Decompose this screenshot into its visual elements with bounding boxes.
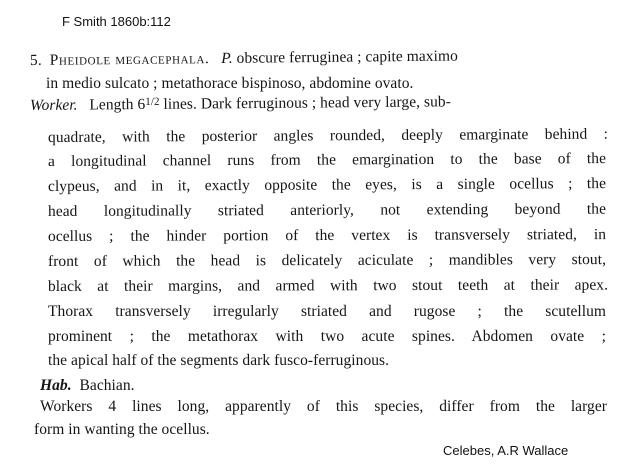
species-number: 5.	[29, 51, 42, 69]
body-line: a longitudinal channel runs from the emargination to the base of the	[47, 150, 607, 170]
species-heading-line	[30, 46, 610, 70]
habitat-line	[40, 377, 135, 395]
body-line: clypeus, and in it, exactly opposite the eyes, is a single ocellus ; the	[47, 175, 607, 195]
latin-diagnosis-line-2: in medio sulcato ; metathorace bispinoso, abdomine ovato.	[46, 75, 414, 92]
body-line: quadrate, with the posterior angles rounded, deeply emarginate behind :	[47, 125, 609, 146]
latin-abbrev: P.	[221, 49, 233, 67]
habitat-value: Bachian.	[79, 377, 135, 394]
habitat-label: Hab.	[40, 377, 72, 394]
worker-label: Worker.	[29, 96, 78, 114]
header-citation: F Smith 1860b:112	[62, 14, 171, 29]
body-line: front of which the head is delicately aciculate ; mandibles very stout,	[47, 251, 607, 270]
length-fraction: 1/2	[145, 95, 160, 108]
body-line: head longitudinally striated anteriorly, not extending beyond the	[47, 200, 607, 220]
worker-line-rest: lines. Dark ferruginous ; head very large, sub-	[163, 93, 451, 113]
species-name: Pheidole megacephala.	[49, 50, 210, 69]
body-line: ocellus ; the hinder portion of the vertex is transversely striated, in	[47, 226, 607, 245]
body-line: black at their margins, and armed with two stout teeth at their apex.	[47, 276, 609, 295]
worker-line	[30, 92, 612, 115]
footer-locality: Celebes, A.R Wallace	[443, 443, 569, 458]
body-line: the apical half of the segments dark fusco-ferruginous.	[48, 352, 390, 369]
body-line: Thorax transversely irregularly striated and rugose ; the scutellum	[48, 303, 606, 320]
remark-line: form in wanting the ocellus.	[34, 421, 210, 438]
remark-line: Workers 4 lines long, apparently of this species, differ from the larger	[40, 398, 607, 415]
length-text: Length 6	[89, 95, 146, 114]
latin-diagnosis-line-1: obscure ferruginea ; capite maximo	[236, 47, 458, 67]
body-line: prominent ; the metathorax with two acute spines. Abdomen ovate ;	[48, 328, 606, 345]
